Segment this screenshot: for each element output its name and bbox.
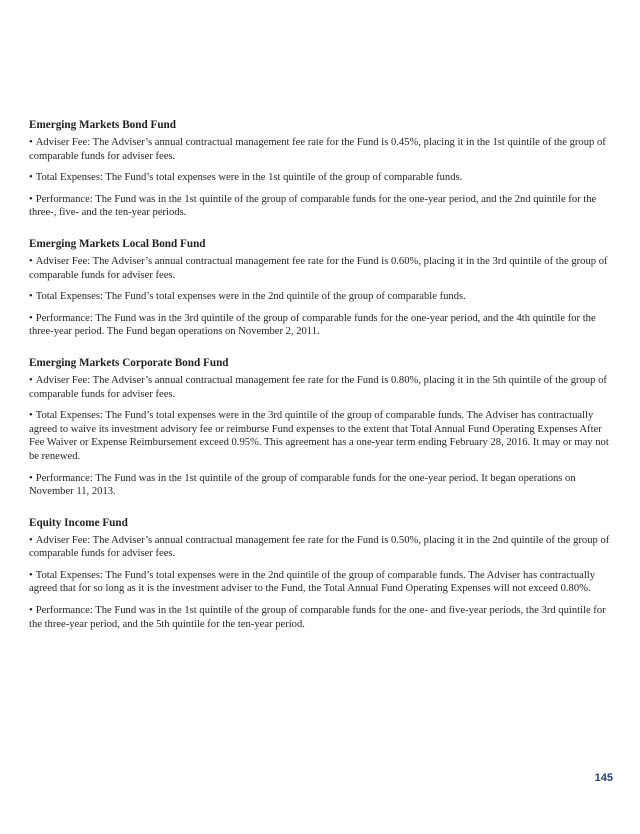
- adviser-fee-item: [29, 534, 615, 561]
- item-text: Adviser Fee: The Adviser’s annual contractual management fee rate for the Fund is 0.50%, placing it in the 2nd quintile of the group of comparable funds for adviser fees.: [29, 534, 610, 560]
- item-text: Performance: The Fund was in the 1st quintile of the group of comparable funds for the one-year period, and the 2nd quintile for the three-, five- and the ten-year periods.: [29, 193, 597, 219]
- document-body: [29, 118, 615, 648]
- bullet-icon: •: [29, 410, 33, 422]
- total-expenses-item: [29, 171, 615, 185]
- item-text: Performance: The Fund was in the 1st quintile of the group of comparable funds for the one-year period. It began operations on November 11, 2013.: [29, 472, 576, 498]
- bullet-icon: •: [29, 172, 33, 184]
- item-text: Total Expenses: The Fund’s total expenses were in the 1st quintile of the group of comparable funds.: [35, 172, 463, 184]
- item-text: Adviser Fee: The Adviser’s annual contractual management fee rate for the Fund is 0.80%, placing it in the 5th quintile of the group of comparable funds for adviser fees.: [29, 374, 607, 400]
- item-text: Total Expenses: The Fund’s total expenses were in the 2nd quintile of the group of comparable funds. The Adviser has contractually agreed that for so long as it is the investment adviser to the Fund, the Total Annual Fund Operating Expenses will not exceed 0.80%.: [29, 569, 596, 595]
- bullet-icon: •: [29, 291, 33, 303]
- bullet-icon: •: [29, 312, 33, 324]
- total-expenses-item: [29, 290, 615, 304]
- bullet-icon: •: [29, 605, 33, 617]
- page-number: 145: [594, 772, 613, 784]
- total-expenses-item: [29, 409, 615, 463]
- fund-heading: Emerging Markets Corporate Bond Fund: [29, 356, 229, 369]
- adviser-fee-item: [29, 255, 615, 282]
- fund-section-emerging-markets-corporate-bond: [29, 356, 615, 499]
- performance-item: [29, 312, 615, 339]
- adviser-fee-item: [29, 374, 615, 401]
- fund-section-emerging-markets-local-bond: [29, 237, 615, 339]
- bullet-icon: •: [29, 534, 33, 546]
- fund-section-emerging-markets-bond: [29, 118, 615, 220]
- item-text: Total Expenses: The Fund’s total expenses were in the 3rd quintile of the group of comparable funds. The Adviser has contractually agreed to waive its investment advisory fee or reimburse Fund expenses to the extent that Total Annual Fund Operating Expenses After Fee Waiver or Expense Reimbursement exceed 0.95%. This agreement has a one-year term ending February 28, 2016. It may or may not be renewed.: [29, 410, 609, 462]
- item-text: Adviser Fee: The Adviser’s annual contractual management fee rate for the Fund is 0.45%, placing it in the 1st quintile of the group of comparable funds for adviser fees.: [29, 137, 606, 162]
- fund-heading: Equity Income Fund: [29, 516, 128, 529]
- bullet-icon: •: [29, 374, 33, 386]
- item-text: Performance: The Fund was in the 1st quintile of the group of comparable funds for the one- and five-year periods, the 3rd quintile for the three-year period, and the 5th quintile for the ten-year period.: [29, 605, 606, 630]
- performance-item: [29, 472, 615, 499]
- fund-heading: Emerging Markets Local Bond Fund: [29, 237, 206, 250]
- item-text: Performance: The Fund was in the 3rd quintile of the group of comparable funds for the one-year period, and the 4th quintile for the three-year period. The Fund began operations on November 2, 2011.: [29, 312, 596, 338]
- bullet-icon: •: [29, 193, 33, 205]
- fund-heading: Emerging Markets Bond Fund: [29, 119, 177, 131]
- adviser-fee-item: [29, 136, 615, 163]
- total-expenses-item: [29, 569, 615, 596]
- bullet-icon: •: [29, 472, 33, 484]
- performance-item: [29, 193, 615, 220]
- item-text: Adviser Fee: The Adviser’s annual contractual management fee rate for the Fund is 0.60%, placing it in the 3rd quintile of the group of comparable funds for adviser fees.: [29, 255, 608, 281]
- performance-item: [29, 604, 615, 631]
- bullet-icon: •: [29, 255, 33, 267]
- item-text: Total Expenses: The Fund’s total expenses were in the 2nd quintile of the group of comparable funds.: [35, 291, 466, 303]
- bullet-icon: •: [29, 569, 33, 581]
- bullet-icon: •: [29, 137, 33, 148]
- fund-section-equity-income: [29, 516, 615, 632]
